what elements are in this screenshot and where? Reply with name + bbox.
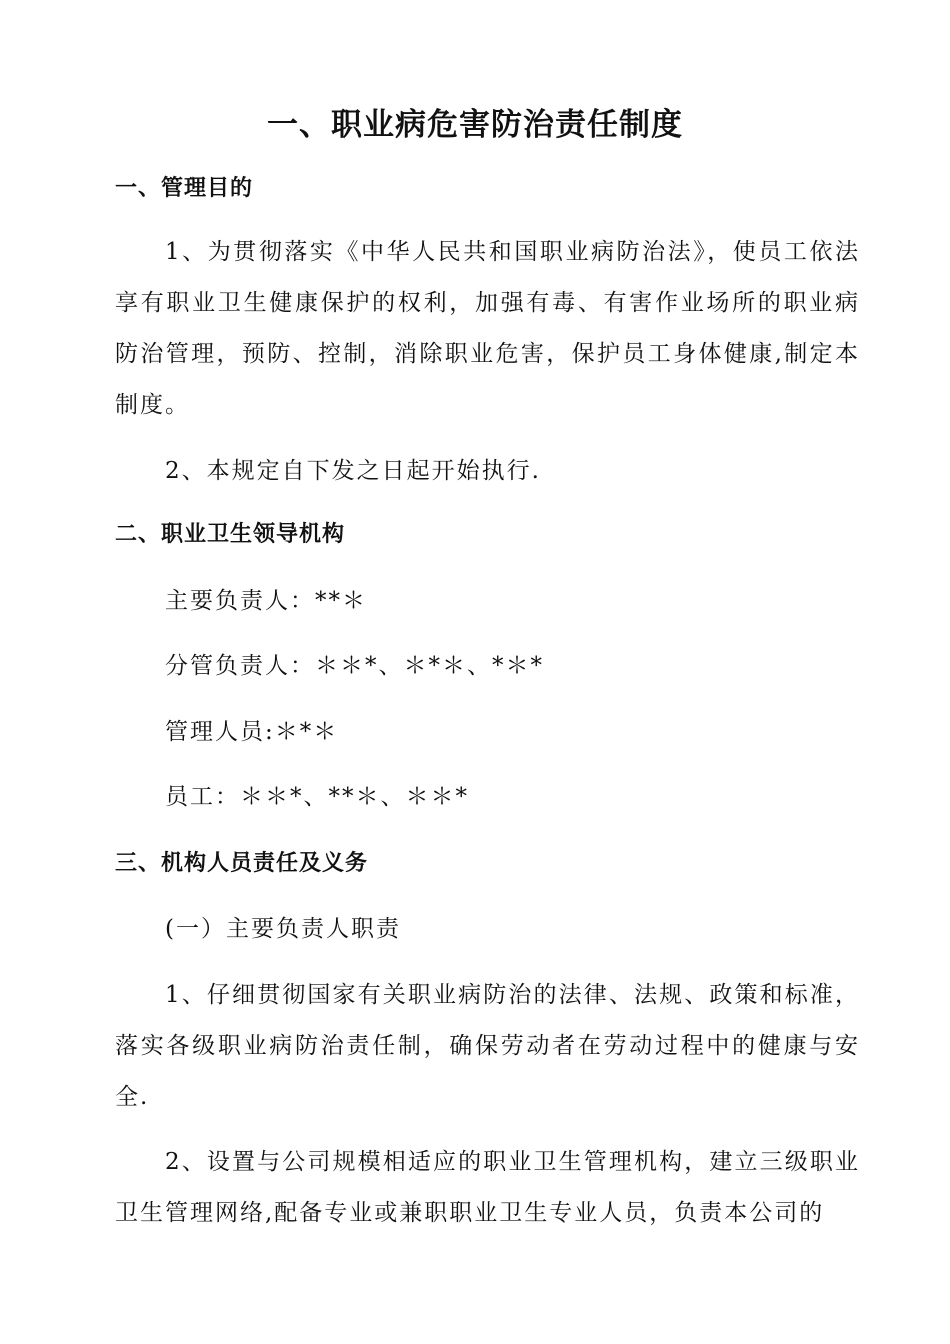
deputy-person-line: 分管负责人：＊＊*、＊*＊、*＊* — [165, 653, 544, 679]
duties-paragraph-1: 1、仔细贯彻国家有关职业病防治的法律、法规、政策和标准，落实各级职业病防治责任制，确保劳动者在劳动过程中的健康与安全. — [115, 982, 860, 1110]
duties-paragraph-2: 2、设置与公司规模相适应的职业卫生管理机构，建立三级职业卫生管理网络,配备专业或兼职职业卫生专业人员，负责本公司的 — [115, 1149, 860, 1226]
principal-person-line: 主要负责人：**＊ — [165, 588, 367, 614]
purpose-paragraph-1: 1、为贯彻落实《中华人民共和国职业病防治法》，使员工依法享有职业卫生健康保护的权利，加强有毒、有害作业场所的职业病防治管理，预防、控制，消除职业危害，保护员工身体健康,制定本制度。 — [115, 239, 860, 418]
duties-subheading: (一）主要负责人职责 — [165, 916, 401, 942]
document-title: 一、职业病危害防治责任制度 — [267, 107, 683, 143]
section-heading-leadership: 二、职业卫生领导机构 — [115, 522, 346, 547]
managers-line: 管理人员:＊*＊ — [165, 719, 339, 745]
staff-line: 员工：＊＊*、**＊、＊＊* — [165, 784, 469, 810]
section-heading-duties: 三、机构人员责任及义务 — [115, 851, 369, 876]
purpose-paragraph-2: 2、本规定自下发之日起开始执行. — [165, 458, 541, 484]
section-heading-purpose: 一、管理目的 — [115, 176, 254, 201]
